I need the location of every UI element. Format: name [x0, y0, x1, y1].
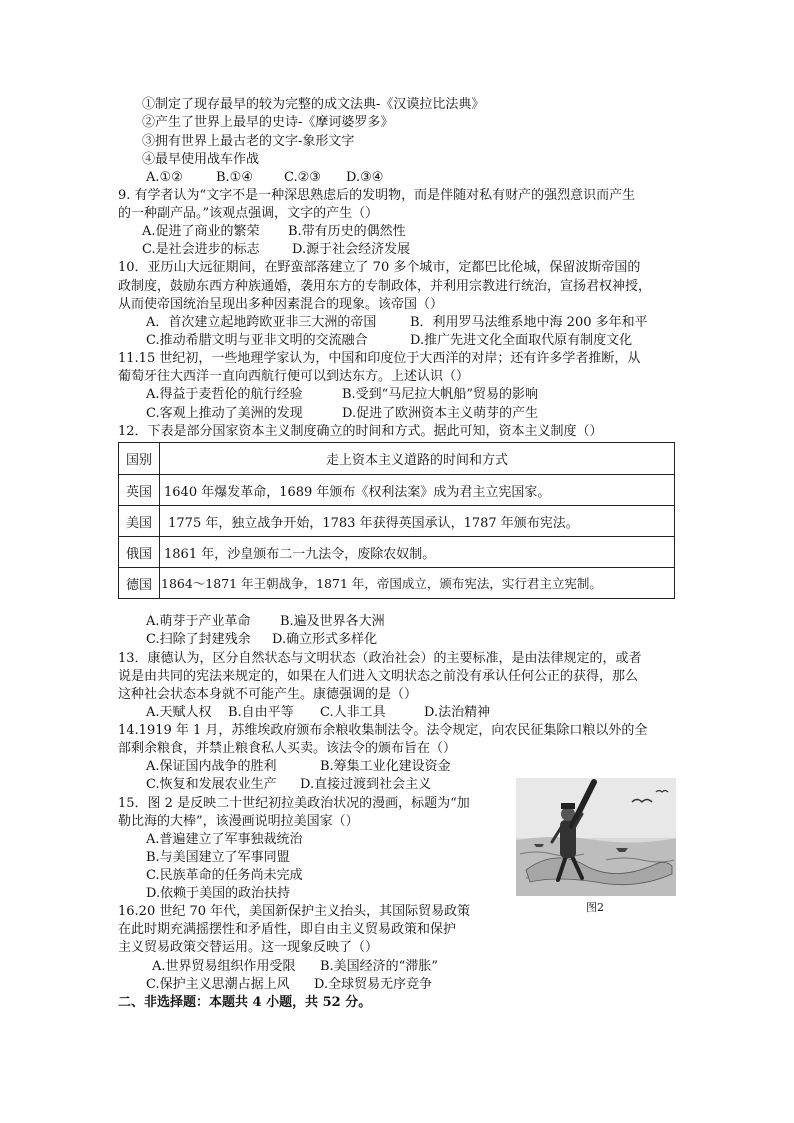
q13-stem-line-3: 这种社会状态本身就不可能产生。康德强调的是（）: [118, 687, 418, 702]
q16-option-b: B.美国经济的“滞胀”: [320, 959, 438, 974]
table-cell-description: 1640 年爆发革命，1689 年颁布《权利法案》成为君主立宪国家。: [160, 475, 675, 506]
q10-option-a: A．首次建立起地跨欧亚非三大洲的帝国: [146, 315, 377, 330]
figure-2-caption: 图2: [586, 901, 604, 914]
q13-option-d: D.法治精神: [424, 705, 491, 720]
q16-option-a: A.世界贸易组织作用受限: [152, 959, 296, 974]
q14-stem-line-1: 14.1919 年 1 月，苏维埃政府颁布余粮收集制法令。法令规定，向农民征集除口粮以外的全: [118, 723, 648, 738]
q14-option-d: D.直接过渡到社会主义: [300, 777, 432, 792]
capitalism-table: [118, 442, 675, 599]
q13-option-b: B.自由平等: [228, 705, 294, 720]
q8-option-3: ③拥有世界上最古老的文字-象形文字: [142, 134, 355, 149]
q8-choice-c: C.②③: [284, 170, 321, 185]
q13-option-c: C.人非工具: [320, 705, 386, 720]
q13-stem-line-1: 13．康德认为，区分自然状态与文明状态（政治社会）的主要标准，是由法律规定的，或者: [118, 651, 642, 666]
q8-option-1: ①制定了现存最早的较为完整的成文法典-《汉谟拉比法典》: [142, 97, 485, 112]
q11-option-b: B.受到“马尼拉大帆船”贸易的影响: [342, 387, 538, 402]
q10-stem-line-1: 10．亚历山大远征期间，在野蛮部落建立了 70 多个城市，定都巴比伦城，保留波斯帝国的: [118, 260, 641, 275]
section-2-heading: 二、非选择题：本题共 4 小题，共 52 分。: [118, 995, 372, 1010]
q12-option-d: D.确立形式多样化: [272, 632, 378, 647]
q16-stem-line-2: 在此时期充满摇摆性和矛盾性，即自由主义贸易政策和保护: [118, 922, 457, 937]
q8-option-2: ②产生了世界上最早的史诗-《摩诃婆罗多》: [142, 115, 394, 130]
q15-stem-line-1: 15．图 2 是反映二十世纪初拉美政治状况的漫画，标题为“加: [118, 796, 470, 811]
table-header-country: 国别: [119, 443, 160, 475]
q8-choice-d: D.③④: [346, 170, 384, 185]
q9-option-b: B.带有历史的偶然性: [288, 224, 406, 239]
q10-stem-line-2: 政制度，鼓励东西方种族通婚，袭用东方的专制政体，并利用宗教进行统治，宣扬君权神授，: [118, 279, 652, 294]
q9-option-c: C.是社会进步的标志: [142, 242, 260, 257]
q15-option-c: C.民族革命的任务尚未完成: [146, 868, 303, 883]
q12-stem: 12．下表是部分国家资本主义制度确立的时间和方式。据此可知，资本主义制度（）: [118, 424, 603, 439]
q13-option-a: A.天赋人权: [146, 705, 212, 720]
q15-option-d: D.依赖于美国的政治扶持: [146, 886, 291, 901]
q14-option-b: B.筹集工业化建设资金: [320, 759, 451, 774]
q16-stem-line-3: 主义贸易政策交替运用。这一现象反映了（）: [118, 940, 379, 955]
q11-stem-line-1: 11.15 世纪初，一些地理学家认为，中国和印度位于大西洋的对岸；还有许多学者推断，从: [118, 351, 641, 366]
q9-option-a: A.促进了商业的繁荣: [142, 224, 260, 239]
q10-stem-line-3: 从而使帝国统治呈现出多种因素混合的现象。该帝国（）: [118, 297, 444, 312]
q15-stem-line-2: 勒比海的大棒”，该漫画说明拉美国家（）: [118, 814, 359, 829]
q12-option-b: B.遍及世界各大洲: [280, 614, 385, 629]
table-row: [119, 475, 675, 506]
table-cell-country: 德国: [119, 568, 160, 599]
q16-stem-line-1: 16.20 世纪 70 年代，美国新保护主义抬头，其国际贸易政策: [118, 904, 471, 919]
table-row: [119, 537, 675, 568]
q11-option-a: A.得益于麦哲伦的航行经验: [146, 387, 303, 402]
q14-stem-line-2: 部剩余粮食，并禁止粮食私人买卖。该法令的颁布旨在（）: [118, 741, 457, 756]
table-cell-country: 美国: [119, 506, 160, 537]
q10-option-b: B．利用罗马法维系地中海 200 多年和平: [410, 315, 648, 330]
big-stick-cartoon-image: [516, 778, 676, 896]
q11-stem-line-2: 葡萄牙往大西洋一直向西航行便可以到达东方。上述认识（）: [118, 369, 470, 384]
q12-option-c: C.扫除了封建残余: [146, 632, 251, 647]
table-cell-country: 英国: [119, 475, 160, 506]
q11-option-c: C.客观上推动了美洲的发现: [146, 406, 303, 421]
table-cell-country: 俄国: [119, 537, 160, 568]
table-row: [119, 568, 675, 599]
q14-option-a: A.保证国内战争的胜利: [146, 759, 277, 774]
q16-option-c: C.保护主义思潮占据上风: [146, 977, 290, 992]
table-row: [119, 506, 675, 537]
table-cell-description: 1864～1871 年王朝战争，1871 年，帝国成立，颁布宪法，实行君主立宪制。: [160, 568, 675, 599]
q12-option-a: A.萌芽于产业革命: [146, 614, 251, 629]
q9-stem-line-1: 9. 有学者认为“文字不是一种深思熟虑后的发明物，而是伴随对私有财产的强烈意识而产生: [118, 188, 636, 203]
q14-option-c: C.恢复和发展农业生产: [146, 777, 277, 792]
q11-option-d: D.促进了欧洲资本主义萌芽的产生: [342, 406, 539, 421]
q9-option-d: D.源于社会经济发展: [292, 242, 411, 257]
q15-option-b: B.与美国建立了军事同盟: [146, 850, 290, 865]
q15-option-a: A.普遍建立了军事独裁统治: [146, 832, 303, 847]
table-cell-description: 1775 年，独立战争开始，1783 年获得英国承认，1787 年颁布宪法。: [160, 506, 675, 537]
q8-option-4: ④最早使用战车作战: [142, 152, 260, 167]
q13-stem-line-2: 说是由共同的宪法来规定的，如果在人们进入文明状态之前没有承认任何公正的获得，那么: [118, 669, 639, 684]
table-header-description: 走上资本主义道路的时间和方式: [160, 443, 675, 475]
q10-option-d: D.推广先进文化全面取代原有制度文化: [410, 333, 633, 348]
q8-choice-b: B.①④: [216, 170, 253, 185]
table-cell-description: 1861 年，沙皇颁布二一九法令，废除农奴制。: [160, 537, 675, 568]
table-header-row: [119, 443, 675, 475]
q9-stem-line-2: 的一种副产品。”该观点强调，文字的产生（）: [118, 206, 379, 221]
q16-option-d: D.全球贸易无序竞争: [314, 977, 433, 992]
q8-choice-a: A.①②: [146, 170, 183, 185]
q10-option-c: C.推动希腊文明与亚非文明的交流融合: [146, 333, 368, 348]
